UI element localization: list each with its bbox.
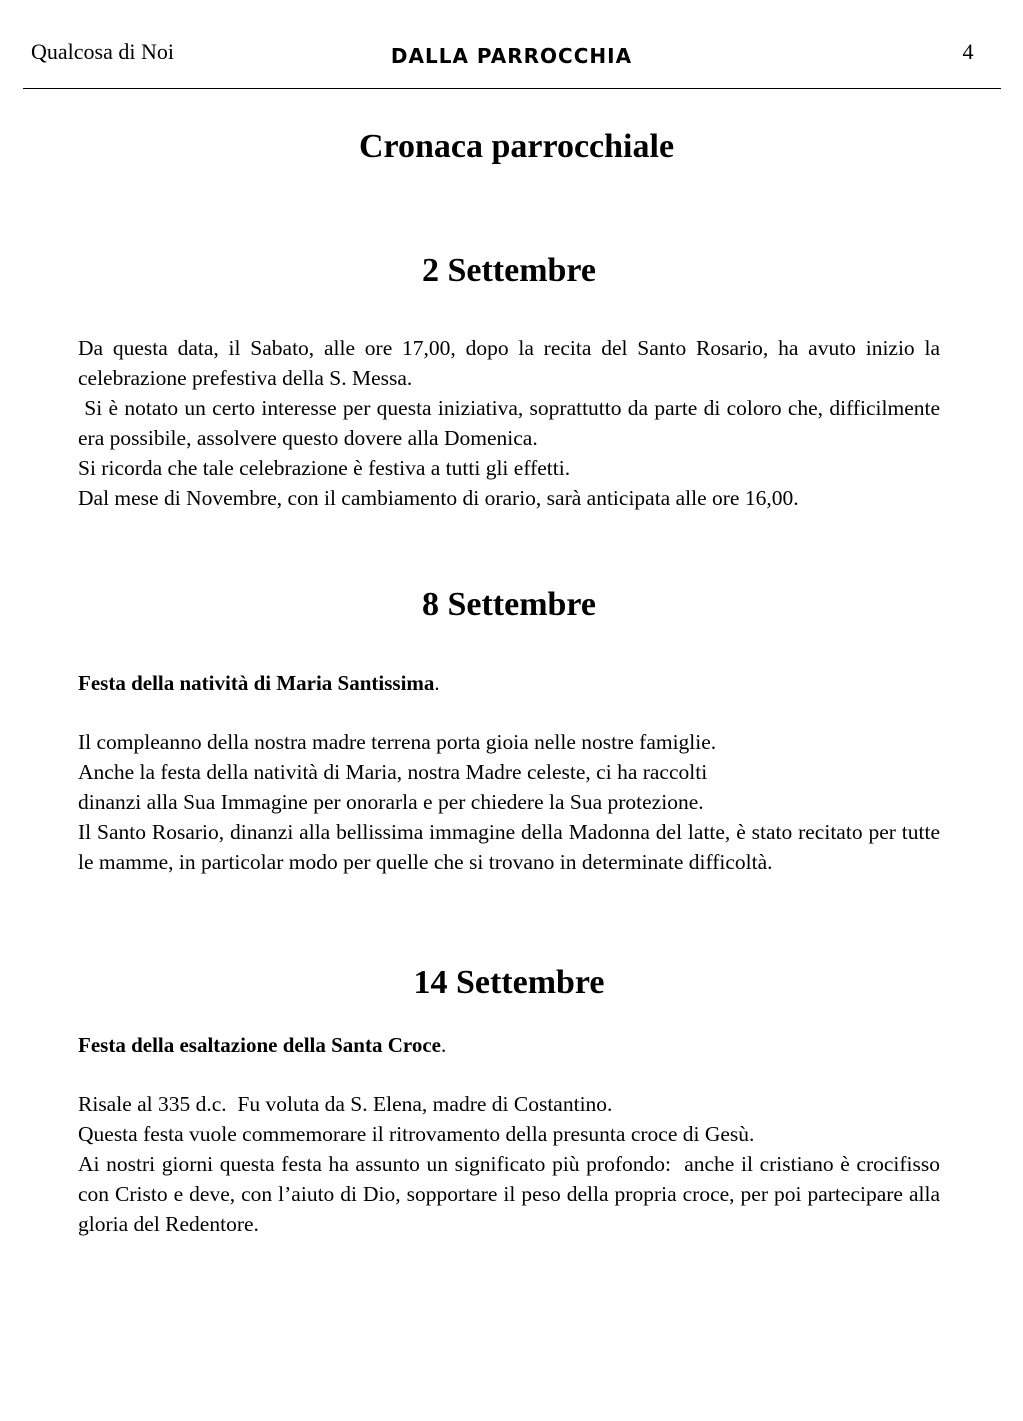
section-label: DALLA PARROCCHIA [390,44,633,68]
paragraph: Dal mese di Novembre, con il cambiamento di orario, sarà anticipata alle ore 16,00. [78,486,799,510]
section-heading-8-settembre: 8 Settembre [421,586,597,623]
section-body-2-settembre [78,333,946,513]
feast-title-period: . [440,1033,447,1057]
paragraph: Questa festa vuole commemorare il ritrovamento della presunta croce di Gesù. [78,1122,755,1146]
page-title: Cronaca parrocchiale [358,128,675,165]
paragraph: dinanzi alla Sua Immagine per onorarla e per chiedere la Sua protezione. [78,790,704,814]
feast-title-period: . [434,671,440,695]
section-body-8-settembre [78,727,940,877]
header-divider [23,88,1001,89]
page-number: 4 [962,39,974,64]
paragraph: Risale al 335 d.c. Fu voluta da S. Elena, madre di Costantino. [78,1092,613,1116]
feast-title-text: Festa della natività di Maria Santissima [78,671,435,695]
section-heading-14-settembre: 14 Settembre [413,964,605,1001]
section-heading-2-settembre: 2 Settembre [421,252,597,289]
paragraph: Ai nostri giorni questa festa ha assunto un significato più profondo: anche il cristiano è crocifisso con Cristo e deve, con l’aiuto di Dio, sopportare il peso della propria croce, per poi partecipare alla gloria del Redentore. [78,1152,946,1236]
section-body-14-settembre [78,1089,946,1239]
paragraph: Si è notato un certo interesse per questa iniziativa, soprattutto da parte di coloro che, difficilmente era possibile, assolvere questo dovere alla Domenica. [78,396,946,450]
paragraph: Il Santo Rosario, dinanzi alla bellissima immagine della Madonna del latte, è stato recitato per tutte le mamme, in particolar modo per quelle che si trovano in determinate difficoltà. [78,820,940,874]
newsletter-name: Qualcosa di Noi [31,39,174,64]
paragraph: Anche la festa della natività di Maria, nostra Madre celeste, ci ha raccolti [78,760,708,784]
feast-title-nativita [78,668,940,698]
paragraph: Si ricorda che tale celebrazione è festiva a tutti gli effetti. [78,456,571,480]
feast-title-text: Festa della esaltazione della Santa Croce [78,1033,441,1057]
paragraph: Da questa data, il Sabato, alle ore 17,00, dopo la recita del Santo Rosario, ha avuto inizio la celebrazione prefestiva della S. Messa. [78,336,940,390]
paragraph: Il compleanno della nostra madre terrena porta gioia nelle nostre famiglie. [78,730,717,754]
feast-title-santa-croce [78,1030,940,1060]
